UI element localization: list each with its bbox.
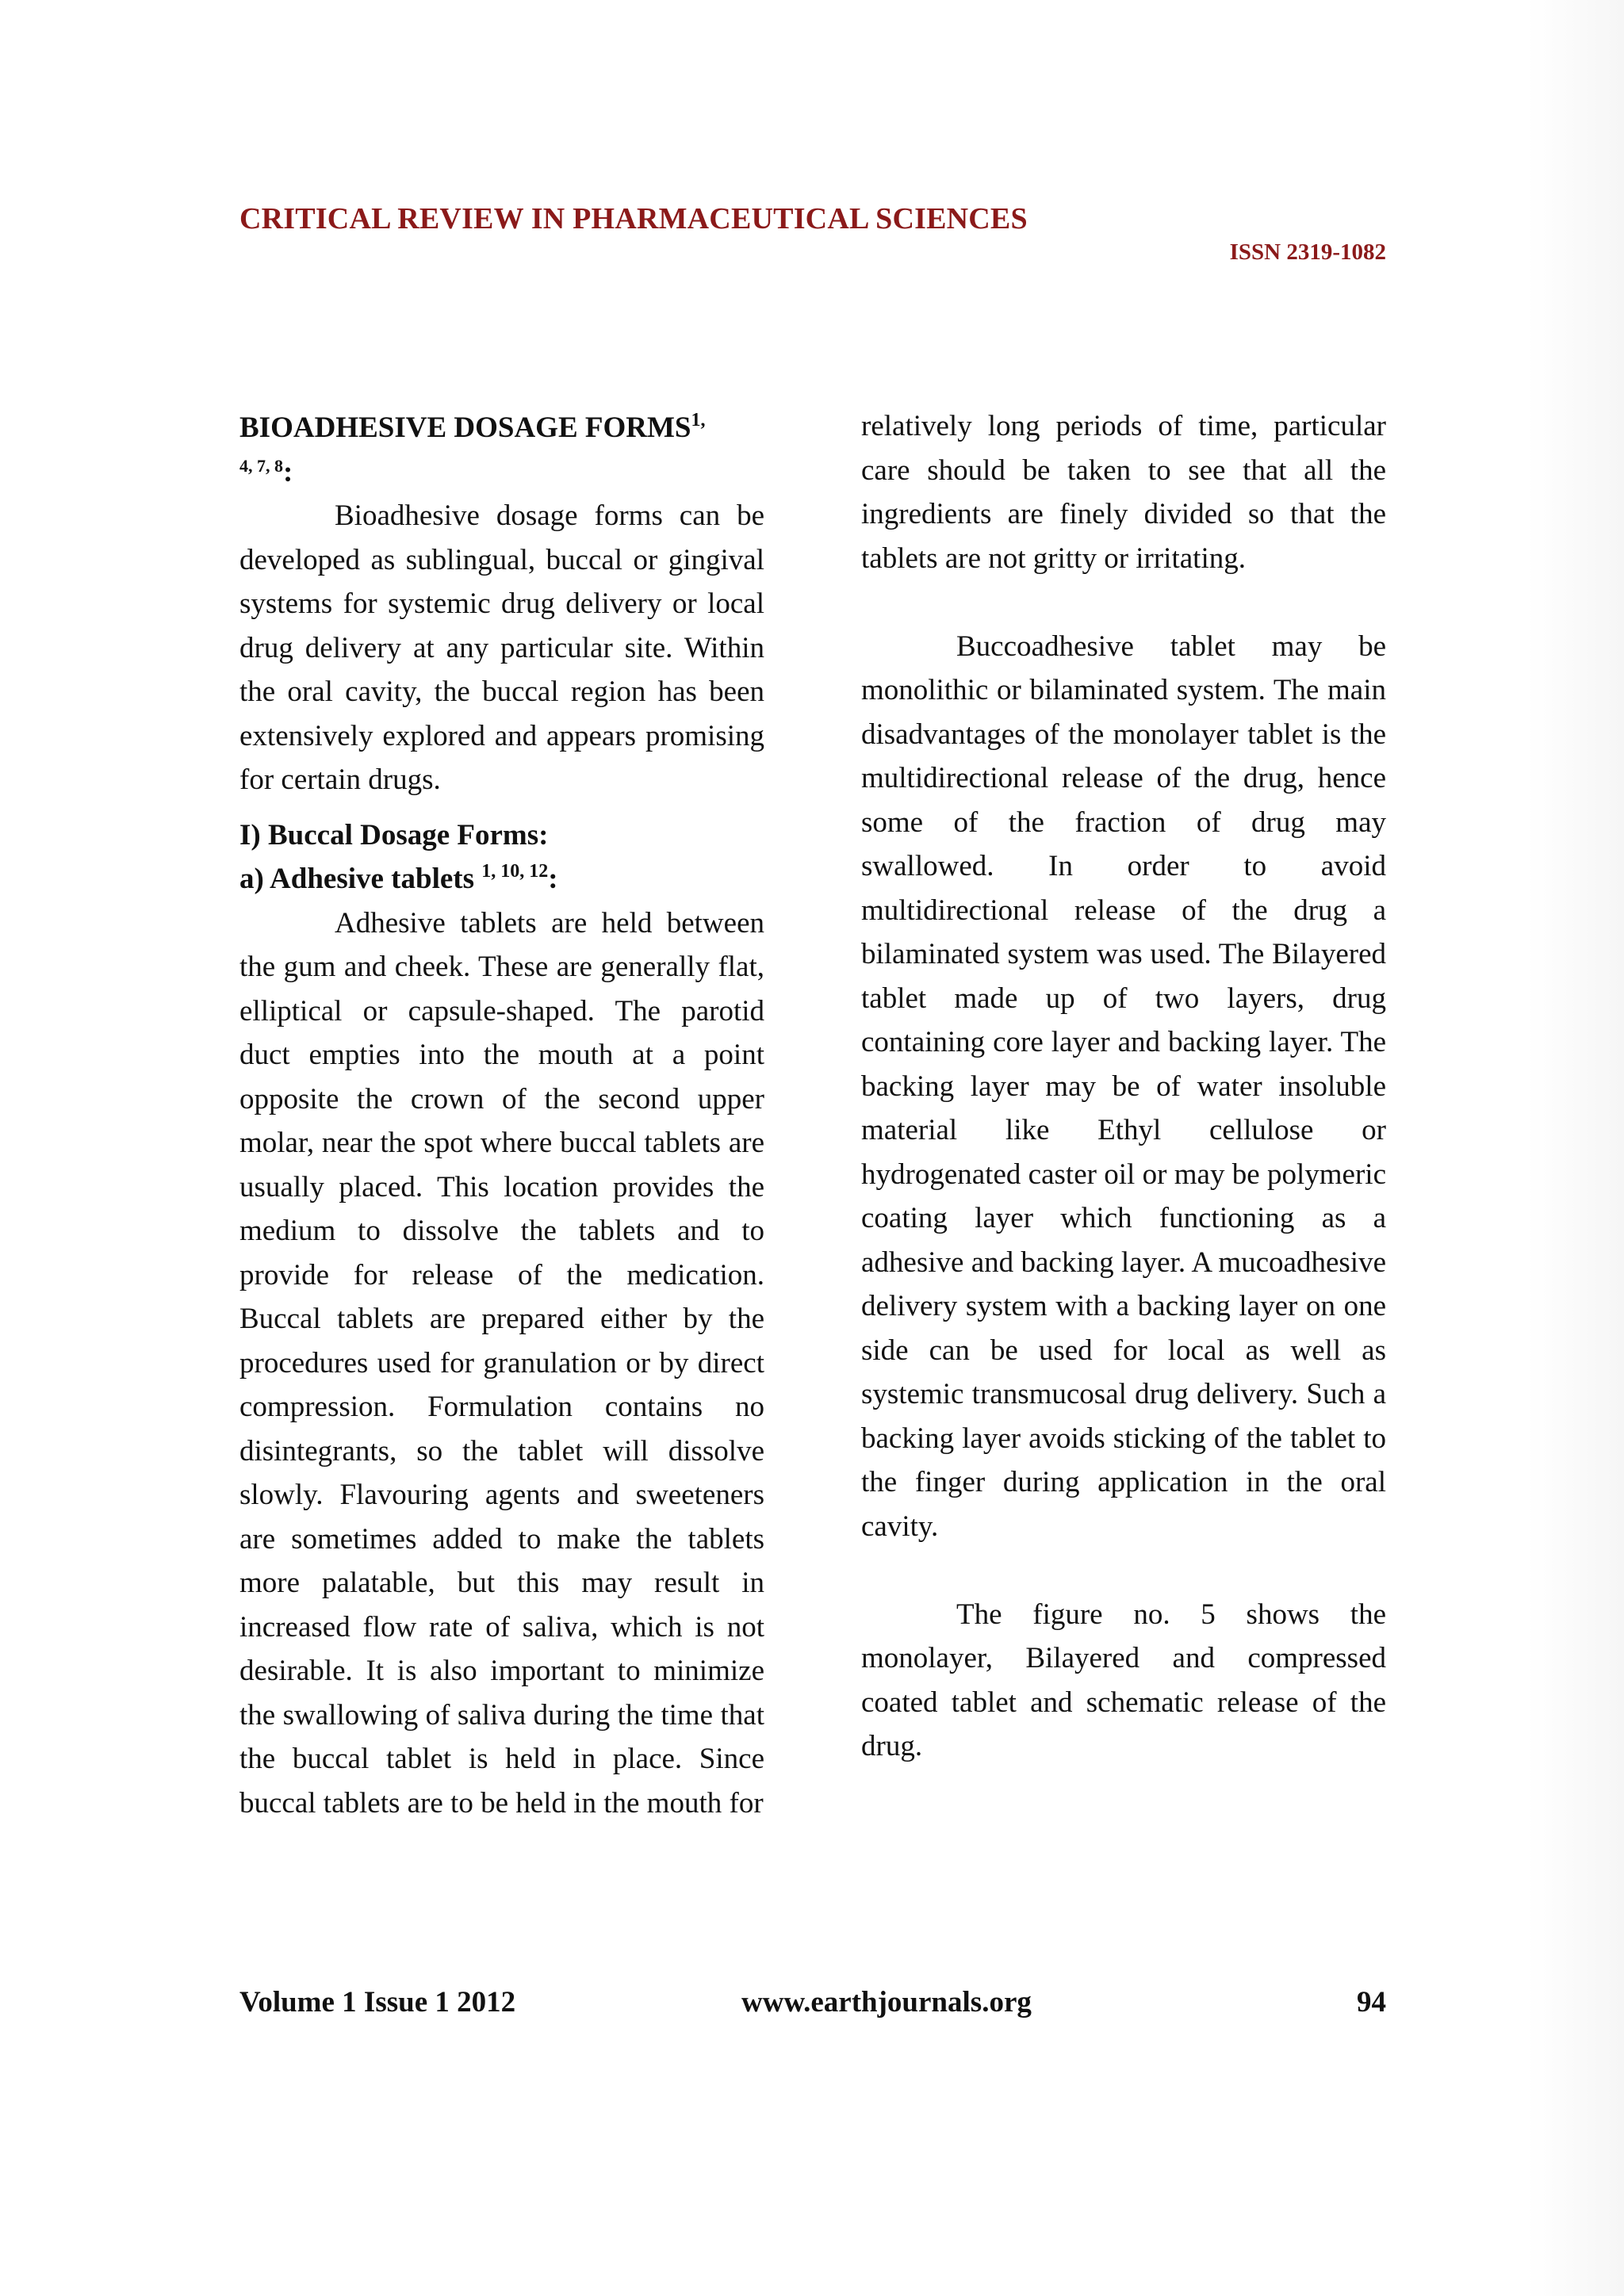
- footer-website: www.earthjournals.org: [741, 1986, 1032, 2019]
- paragraph-intro: Bioadhesive dosage forms can be developed as sublingual, buccal or gingival systems for systemic drug delivery or local drug delivery at any particular site. Within the oral cavity, the buccal region has been extensively explored and appears promising for certain drugs.: [239, 499, 764, 796]
- paragraph-figure-reference: The figure no. 5 shows the monolayer, Bilayered and compressed coated tablet and schematic release of the drug.: [861, 1598, 1386, 1762]
- footer-volume: Volume 1 Issue 1 2012: [239, 1986, 516, 2019]
- section-heading-colon: :: [283, 455, 293, 488]
- subheading-adhesive-tablets-text: a) Adhesive tablets: [239, 863, 474, 895]
- right-column: [861, 404, 1386, 1769]
- section-heading-refs-a: 1,: [691, 410, 706, 430]
- issn-number: ISSN 2319-1082: [1229, 239, 1386, 265]
- subheading-adhesive-tablets: [239, 857, 764, 901]
- paragraph-adhesive-tablets: Adhesive tablets are held between the gum and cheek. These are generally flat, elliptical or capsule-shaped. The parotid duct empties into the mouth at a point opposite the crown of the second upper molar, near the spot where buccal tablets are usually placed. This location provides the medium to dissolve the tablets and to provide for release of the medication. Buccal tablets are prepared either by the procedures used for granulation or by direct compression. Formulation contains no disintegrants, so the tablet will dissolve slowly. Flavouring agents and sweeteners are sometimes added to make the tablets more palatable, but this may result in increased flow rate of saliva, which is not desirable. It is also important to minimize the swallowing of saliva during the time that the buccal tablet is held in place. Since buccal tablets are to be held in the mouth for: [239, 906, 764, 1820]
- section-heading: [239, 404, 764, 494]
- section-heading-text: BIOADHESIVE DOSAGE FORMS: [239, 411, 691, 444]
- subheading-adhesive-tablets-colon: :: [548, 863, 558, 895]
- paragraph-buccoadhesive-tablet: Buccoadhesive tablet may be monolithic or bilaminated system. The main disadvantages of the monolayer tablet is the multidirectional release of the drug, hence some of the fraction of drug may swallowed. In order to avoid multidirectional release of the drug a bilaminated system was used. The Bilayered tablet made up of two layers, drug containing core layer and backing layer. The backing layer may be of water insoluble material like Ethyl cellulose or hydrogenated caster oil or may be polymeric coating layer which functioning as a adhesive and backing layer. A mucoadhesive delivery system with a backing layer on one side can be used for local as well as systemic transmucosal drug delivery. Such a backing layer avoids sticking of the tablet to the finger during application in the oral cavity.: [861, 629, 1386, 1543]
- section-heading-refs-b: 4, 7, 8: [239, 455, 283, 476]
- subheading-buccal-dosage-forms: I) Buccal Dosage Forms:: [239, 818, 549, 851]
- journal-title: CRITICAL REVIEW IN PHARMACEUTICAL SCIENCES: [239, 202, 1028, 235]
- footer-page-number: 94: [1357, 1986, 1386, 2019]
- subheading-adhesive-tablets-refs: 1, 10, 12: [481, 861, 549, 882]
- left-column: [239, 404, 764, 1825]
- paragraph-continuation: relatively long periods of time, particular care should be taken to see that all the ingredients are finely divided so that the tablets are not gritty or irritating.: [861, 410, 1386, 575]
